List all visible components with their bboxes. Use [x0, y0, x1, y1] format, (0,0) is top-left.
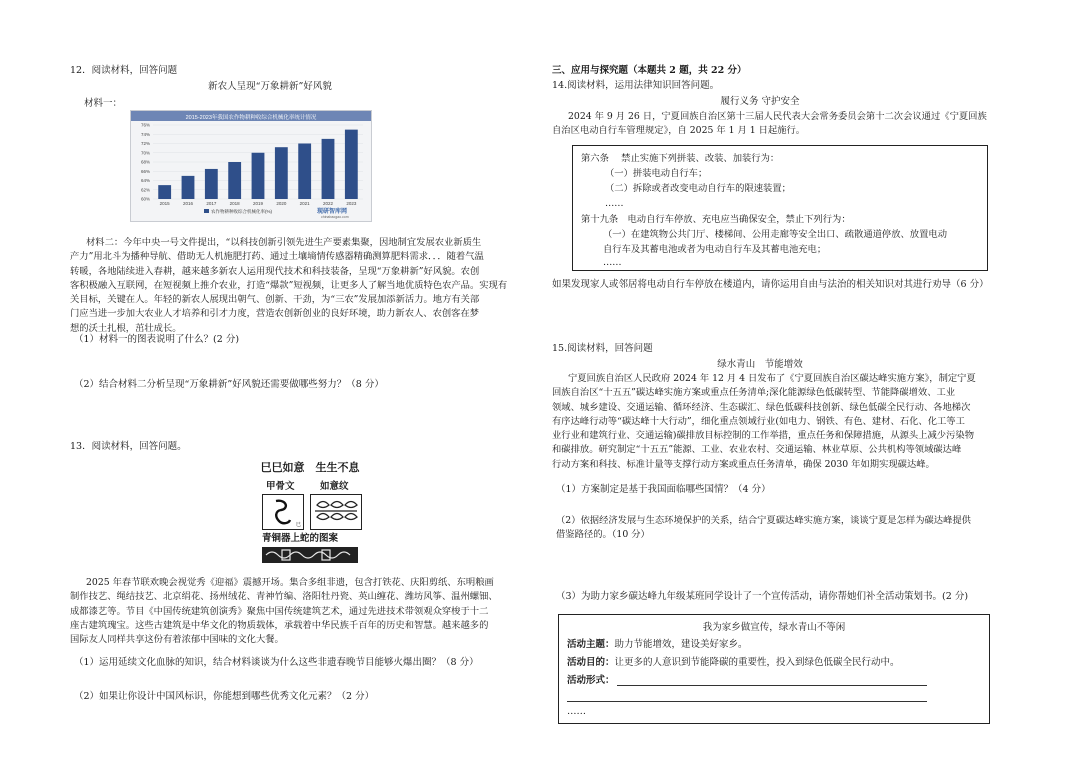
x-tick-label: 2018: [229, 201, 240, 206]
q15-title: 绿水青山 节能增效: [717, 359, 803, 370]
bar-2016: [182, 176, 195, 199]
plan-title: 我为家乡做宣传，绿水青山不等闲: [702, 622, 846, 633]
q12-subtitle: 新农人呈现“万象耕新”好风貌: [208, 81, 332, 92]
material2-line: 产力”用北斗为播种导航、借助无人机施肥打药、通过土壤墒情传感器精确测算肥料需求．．．随着气温: [70, 251, 484, 263]
x-tick-label: 2016: [182, 201, 194, 206]
oracle-small-char: 巳: [295, 522, 301, 528]
y-tick-label: 62%: [140, 187, 150, 193]
q12-material2: [70, 236, 507, 336]
plan-purpose-row: [567, 656, 900, 669]
x-tick-label: 2017: [206, 201, 217, 206]
x-tick-label: 2023: [346, 201, 357, 206]
material1-label: 材料一：: [84, 98, 123, 109]
plan-theme-value: 助力节能增效，建设美好家乡。: [614, 639, 748, 650]
q13-material: [70, 576, 498, 647]
y-tick-label: 76%: [140, 122, 150, 128]
activity-plan-box: [558, 614, 990, 724]
article6-ellipsis: ……: [605, 198, 624, 209]
material2-line: 关目标，关键在人。年轻的新农人展现出朝气、创新、干劲，为“三农”发展加添新活力。地方有关部: [70, 294, 480, 306]
material2-line: 想的沃土扎根，茁壮成长。: [70, 322, 182, 334]
y-tick-label: 66%: [140, 168, 150, 174]
bronze-snake-pattern: [262, 547, 358, 563]
bar-chart-svg: [131, 111, 371, 221]
ruyi-label: 如意纹: [320, 481, 349, 492]
material2-line: 门应当进一步加大农业人才培养和引才力度，营造农创新创业的良好环境，助力新农人、农创客在梦: [70, 308, 480, 320]
bar-2015: [158, 185, 171, 199]
q14-intro-line: 自治区电动自行车管理规定》，自 2025 年 1 月 1 日起施行。: [552, 125, 806, 137]
x-tick-label: 2022: [322, 201, 334, 206]
x-tick-label: 2019: [252, 201, 264, 206]
q15-material-line: 有序达峰行动等“碳达峰十大行动”，细化重点领域行业(如电力、钢铁、有色、建材、石化、化工等工: [552, 415, 965, 427]
q15-material-line: 回族自治区“十五五”碳达峰实施方案或重点任务清单;深化能源绿色低碳转型、节能降碳增效、工业: [552, 387, 956, 399]
material2-line: 客积极融入互联网，在短视频上推介农业，打造“爆款”短视频，让更多人了解当地优质特色农产品。实现有: [70, 279, 508, 291]
y-tick-label: 72%: [140, 141, 150, 146]
plan-form-answer-line-2[interactable]: [567, 701, 927, 702]
x-tick-label: 2020: [276, 201, 287, 206]
ruyi-pattern: [310, 494, 362, 530]
q14-intro: [552, 110, 987, 139]
q14-title: 履行义务 守护安全: [720, 96, 800, 107]
q14-question: 如果发现家人或邻居将电动自行车停放在楼道内，请你运用自由与法治的相关知识对其进行劝导（6 分）: [552, 279, 989, 290]
y-tick-label: 74%: [140, 131, 150, 137]
article19-ellipsis: ……: [603, 257, 622, 268]
q12-heading: 12．阅读材料，回答问题: [70, 65, 178, 76]
plan-form-answer-line[interactable]: [617, 685, 927, 686]
q13-sub2: （2）如果让你设计中国风标识，你能想到哪些优秀文化元素？（2 分）: [74, 691, 375, 702]
chart-title: 2015-2023年我国农作物耕种收综合机械化率统计情况: [185, 115, 317, 121]
oracle-label: 甲骨文: [266, 481, 295, 492]
q15-material-line: 领域、城乡建设、交通运输、循环经济、生态碳汇、绿色低碳科技创新、绿色低碳全民行动、各地梯次: [552, 401, 971, 413]
bar-2022: [322, 139, 335, 199]
article6-title: 第六条 禁止实施下列拼装、改装、加装行为：: [581, 153, 780, 164]
q15-material-line: 业行业和建筑行业、交通运输)碳排放目标控制的工作举措，重点任务和保障措施，从源头上减少污染物: [552, 430, 974, 442]
plan-theme-label: 活动主题：: [567, 639, 615, 650]
x-tick-label: 2015: [159, 201, 170, 206]
material2-line: 转暖，各地陆续进入春耕，越来越多新农人运用现代技术和科技装备，呈现“万象耕新”好风貌。农创: [70, 265, 480, 277]
chart-watermark-url: chinabaogao.com: [321, 215, 349, 219]
chart-legend: 农作物耕种收综合机械化率(%): [211, 209, 272, 214]
q14-heading: 14.阅读材料，运用法律知识回答问题。: [552, 80, 720, 91]
q13-image-title: 巳巳如意 生生不息: [260, 462, 360, 474]
q13-material-line: 国际友人同样共享这份有着浓郁中国味的文化大餐。: [70, 634, 284, 646]
q14-intro-line: 2024 年 9 月 26 日，宁夏回族自治区第十三届人民代表大会常务委员会第十二次会议通过《宁夏回族: [568, 111, 987, 122]
q15-sub2-line: 借鉴路径的。（10 分）: [556, 529, 650, 541]
bar-2020: [275, 147, 288, 199]
section-title: 三、应用与探究题（本题共 2 题，共 22 分）: [552, 65, 747, 76]
q12-sub1: （1）材料一的图表说明了什么？(2 分): [74, 334, 240, 345]
q15-sub3: （3）为助力家乡碳达峰九年级某班同学设计了一个宣传活动，请你帮她们补全活动策划书。(2 分): [556, 591, 969, 602]
bar-2021: [298, 144, 311, 200]
article19-title: 第十九条 电动自行车停放、充电应当确保安全，禁止下列行为：: [581, 214, 851, 225]
q15-material-line: 宁夏回族自治区人民政府 2024 年 12 月 4 日发布了《宁夏回族自治区碳达峰实施方案》，制定宁夏: [568, 373, 976, 384]
y-tick-label: 70%: [140, 150, 150, 156]
article6-item2: （二）拆除或者改变电动自行车的限速装置；: [605, 183, 791, 194]
y-tick-label: 64%: [140, 178, 150, 183]
plan-theme-row: [567, 638, 748, 651]
q13-material-line: 座古建筑瑰宝。这些古建筑是中华文化的物质载体，承载着中华民族千百年的历史和智慧。越来越多的: [70, 619, 489, 631]
bar-2017: [205, 169, 218, 199]
bar-2019: [252, 153, 265, 199]
q15-sub2-line: （2）依据经济发展与生态环境保护的关系，结合宁夏碳达峰实施方案，谈谈宁夏是怎样为碳达峰提供: [556, 515, 971, 526]
bar-2018: [228, 162, 241, 199]
plan-form-label: 活动形式：: [567, 675, 615, 686]
article6-item1: （一）拼装电动自行车；: [605, 168, 708, 179]
article19-item1: （一）在建筑物公共门厅、楼梯间、公用走廊等安全出口、疏散通道停放、放置电动: [603, 229, 947, 240]
article19-item1-cont: 自行车及其蓄电池或者为电动自行车及其蓄电池充电；: [603, 244, 827, 255]
q15-heading: 15.阅读材料，回答问题: [552, 343, 653, 354]
q15-material-line: 和碳排放。研究制定“十五五”能源、工业、农业农村、交通运输、林业草原、公共机构等领域碳达峰: [552, 444, 962, 456]
mechanization-chart: [130, 110, 372, 222]
ruyi-cloud-icon: [311, 495, 361, 529]
x-tick-label: 2021: [299, 201, 310, 206]
material2-line: 材料二：今年中央一号文件提出，“以科技创新引领先进生产要素集聚，因地制宜发展农业新质生: [86, 237, 482, 248]
q12-sub2: （2）结合材料二分析呈现“万象耕新”好风貌还需要做哪些努力？（8 分）: [74, 379, 384, 390]
y-tick-label: 68%: [140, 159, 150, 165]
q15-sub2: [556, 514, 971, 543]
q13-sub1: （1）运用延续文化血脉的知识，结合材料谈谈为什么这些非遗春晚节目能够火爆出圈？（8 分）: [74, 657, 479, 668]
q13-material-line: 制作技艺、绳结技艺、北京绢花、扬州绒花、青神竹编、洛阳牡丹瓷、英山缠花、潍坊风筝、温州螺钿、: [70, 591, 498, 603]
q15-material-line: 行动方案和科技、标准计量等支撑行动方案或重点任务清单，确保 2030 年如期实现碳达峰。: [552, 458, 935, 470]
regulation-box: [572, 145, 988, 271]
chart-watermark: 现研智库网: [317, 209, 348, 215]
plan-purpose-label: 活动目的：: [567, 657, 615, 668]
bar-2023: [345, 130, 358, 199]
plan-ellipsis: ……: [567, 706, 586, 717]
plan-purpose-value: 让更多的人意识到节能降碳的重要性，投入到绿色低碳全民行动中。: [614, 657, 900, 668]
oracle-bone-glyph: [262, 494, 304, 530]
q15-material: [552, 372, 976, 472]
q13-heading: 13．阅读材料，回答问题。: [70, 441, 187, 452]
bronze-caption: 青铜器上蛇的图案: [262, 533, 339, 544]
y-tick-label: 60%: [140, 196, 150, 202]
q15-sub1: （1）方案制定是基于我国面临哪些国情？（4 分）: [556, 484, 771, 495]
q13-material-line: 成都漆艺等。节目《中国传统建筑创演秀》聚焦中国传统建筑艺术，通过先进技术带领观众穿梭于十二: [70, 605, 489, 617]
q13-material-line: 2025 年春节联欢晚会视觉秀《迎福》震撼开场。集合多组非遗，包含打铁花、庆阳剪纸、东明粮画: [86, 577, 494, 588]
bronze-pattern-icon: [262, 547, 358, 563]
legend-swatch: [204, 209, 209, 213]
